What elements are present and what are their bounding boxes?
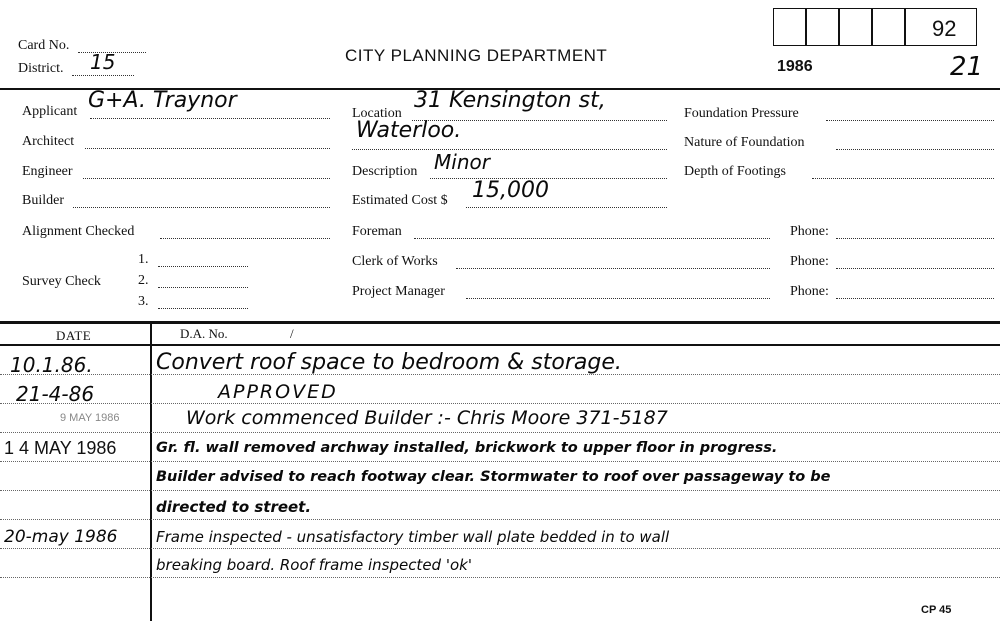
log-rule-5 [0, 490, 1000, 491]
page-title: CITY PLANNING DEPARTMENT [345, 46, 608, 65]
log-entry: Builder advised to reach footway clear. Stormwater to roof over passageway to be [156, 469, 831, 485]
cost-label: Estimated Cost $ [352, 193, 448, 208]
form-code: CP 45 [921, 604, 952, 616]
log-entry: Work commenced Builder :- Chris Moore 371-5187 [186, 407, 668, 429]
applicant-label: Applicant [22, 104, 78, 119]
number-box-3 [839, 8, 872, 46]
log-header-divider [0, 344, 1000, 346]
log-date: 21-4-86 [16, 382, 95, 406]
engineer-label: Engineer [22, 164, 73, 179]
builder-field [73, 193, 330, 208]
survey-3-label: 3. [138, 294, 149, 309]
nature-foundation-label: Nature of Foundation [684, 135, 805, 150]
da-header: D.A. No. [180, 326, 228, 341]
survey-2-label: 2. [138, 273, 149, 288]
log-entry: Convert roof space to bedroom & storage. [156, 350, 622, 375]
card-number: 92 [932, 16, 957, 41]
date-column-divider [150, 321, 152, 621]
pm-phone-field [836, 284, 994, 299]
district-label: District. [18, 61, 64, 76]
log-date-stamp: 1 4 MAY 1986 [4, 438, 117, 458]
builder-label: Builder [22, 193, 64, 208]
log-rule-7 [0, 548, 1000, 549]
log-rule-4 [0, 461, 1000, 462]
depth-footings-label: Depth of Footings [684, 164, 786, 179]
da-slash: / [290, 326, 294, 341]
date-header: DATE [56, 328, 92, 343]
foreman-field [414, 224, 770, 239]
log-entry: breaking board. Roof frame inspected 'ok' [156, 556, 472, 574]
clerk-phone-label: Phone: [790, 254, 829, 269]
log-rule-8 [0, 577, 1000, 578]
foreman-phone-field [836, 224, 994, 239]
clerk-field [456, 254, 770, 269]
applicant-value: G+A. Traynor [88, 88, 237, 113]
engineer-field [83, 164, 330, 179]
foreman-label: Foreman [352, 224, 402, 239]
district-value: 15 [90, 50, 116, 74]
card-no-label: Card No. [18, 38, 70, 53]
survey-1-label: 1. [138, 252, 149, 267]
clerk-phone-field [836, 254, 994, 269]
log-date: 20-may 1986 [4, 527, 118, 547]
location-value-2: Waterloo. [356, 118, 462, 143]
log-rule-3 [0, 432, 1000, 433]
depth-footings-field [812, 164, 994, 179]
foreman-phone-label: Phone: [790, 224, 829, 239]
foundation-pressure-label: Foundation Pressure [684, 106, 799, 121]
number-box-1 [773, 8, 806, 46]
alignment-label: Alignment Checked [22, 224, 135, 239]
number-box-2 [806, 8, 839, 46]
architect-field [85, 134, 330, 149]
pm-field [466, 284, 770, 299]
number-box-4 [872, 8, 905, 46]
log-rule-6 [0, 519, 1000, 520]
log-date: 10.1.86. [10, 353, 93, 377]
log-entry: Frame inspected - unsatisfactory timber wall plate bedded in to wall [156, 528, 670, 546]
foundation-pressure-field [826, 106, 994, 121]
survey-check-label: Survey Check [22, 274, 101, 289]
alignment-field [160, 224, 330, 239]
cost-value: 15,000 [472, 178, 549, 203]
sub-number: 21 [950, 52, 984, 82]
year: 1986 [777, 58, 813, 75]
architect-label: Architect [22, 134, 75, 149]
survey-2-field [158, 273, 248, 288]
log-rule-2 [0, 403, 1000, 404]
description-label: Description [352, 164, 418, 179]
nature-foundation-field [836, 135, 994, 150]
location-label: Location [352, 106, 402, 121]
log-entry: Gr. fl. wall removed archway installed, brickwork to upper floor in progress. [156, 440, 778, 456]
description-value: Minor [434, 150, 490, 174]
survey-3-field [158, 294, 248, 309]
log-entry: directed to street. [156, 498, 312, 516]
location-value: 31 Kensington st, [414, 88, 606, 113]
survey-1-field [158, 252, 248, 267]
pm-label: Project Manager [352, 284, 445, 299]
log-entry: APPROVED [218, 381, 338, 403]
clerk-label: Clerk of Works [352, 254, 438, 269]
log-date-stamp: 9 MAY 1986 [60, 412, 120, 424]
pm-phone-label: Phone: [790, 284, 829, 299]
